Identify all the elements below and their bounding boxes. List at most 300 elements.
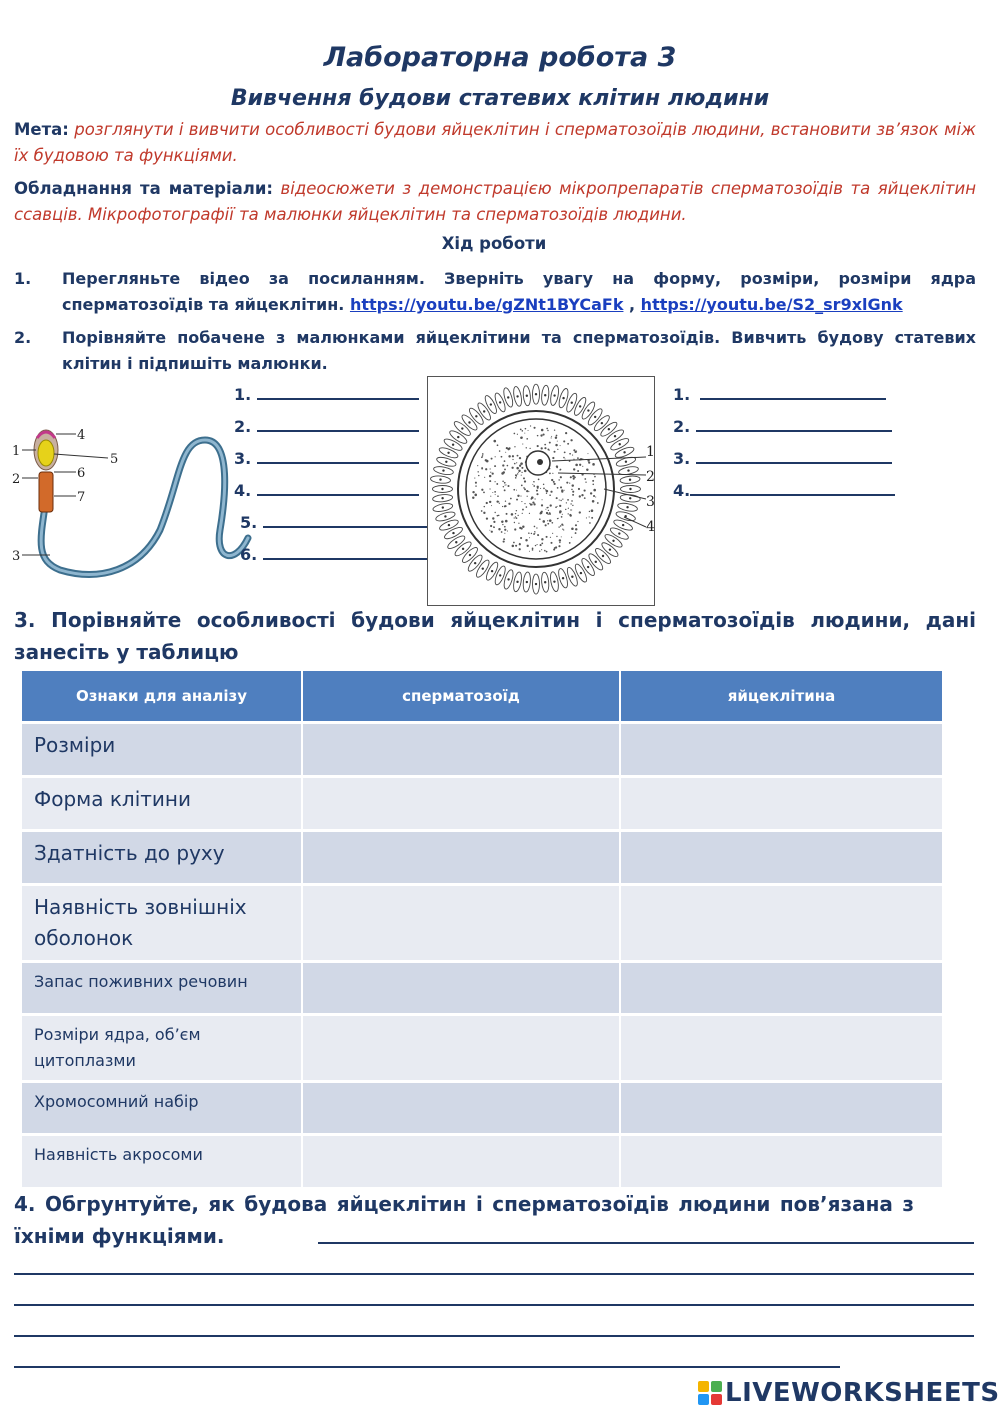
cytoplasm-granule <box>584 478 586 480</box>
answer-line[interactable] <box>257 386 419 400</box>
cytoplasm-granule <box>502 506 503 507</box>
leader-5 <box>54 454 108 458</box>
corona-cell-nucleus <box>516 581 518 583</box>
cytoplasm-granule <box>515 545 517 547</box>
cytoplasm-granule <box>569 483 570 484</box>
sperm-answer-5[interactable] <box>240 513 427 532</box>
cytoplasm-granule <box>521 501 522 502</box>
corona-cell-nucleus <box>626 506 628 508</box>
cytoplasm-granule <box>581 494 583 496</box>
sperm-answer-num: 5. <box>240 513 258 532</box>
table-row <box>22 1134 943 1187</box>
egg-answer-2[interactable] <box>673 417 892 436</box>
sperm-cell[interactable] <box>302 830 620 884</box>
cytoplasm-granule <box>572 454 573 455</box>
cytoplasm-granule <box>511 513 514 516</box>
cytoplasm-granule <box>489 488 490 489</box>
answer-line[interactable] <box>263 514 427 528</box>
cytoplasm-granule <box>592 463 595 466</box>
step-1-text: Перегляньте відео за посиланням. Зверніть увагу на форму, розміри, розміри ядра сперматозоїдів та яйцеклітин. <box>62 269 976 314</box>
corona-cell-nucleus <box>544 394 546 396</box>
sperm-answer-num: 2. <box>234 417 252 436</box>
corona-cell-nucleus <box>444 515 446 517</box>
cytoplasm-granule <box>504 526 506 528</box>
cytoplasm-granule <box>541 429 544 432</box>
cytoplasm-granule <box>490 468 491 469</box>
answer-line[interactable] <box>257 450 419 464</box>
cytoplasm-granule <box>530 498 532 500</box>
cytoplasm-granule <box>494 491 496 493</box>
corona-cell-nucleus <box>474 562 476 564</box>
corona-cell-nucleus <box>491 570 493 572</box>
answer-line[interactable] <box>690 482 895 496</box>
cytoplasm-granule <box>551 479 553 481</box>
cytoplasm-granule <box>481 456 483 458</box>
table-header-row <box>22 671 943 722</box>
step-2-number: 2. <box>14 328 32 347</box>
cytoplasm-granule <box>512 459 513 460</box>
sperm-num-3: 3 <box>12 549 21 564</box>
cytoplasm-granule <box>528 532 530 534</box>
cytoplasm-granule <box>495 494 496 495</box>
logo-square <box>711 1381 722 1392</box>
cytoplasm-granule <box>557 518 558 519</box>
egg-cell[interactable] <box>620 884 943 961</box>
cytoplasm-granule <box>525 539 527 541</box>
cytoplasm-granule <box>592 484 594 486</box>
cytoplasm-granule <box>494 440 496 442</box>
cytoplasm-granule <box>554 429 555 430</box>
cytoplasm-granule <box>516 475 517 476</box>
cytoplasm-granule <box>591 509 594 512</box>
corona-cell-nucleus <box>587 409 589 411</box>
cytoplasm-granule <box>514 446 515 447</box>
table-row <box>22 830 943 884</box>
cytoplasm-granule <box>577 470 579 472</box>
sperm-answer-1[interactable] <box>234 385 419 404</box>
cytoplasm-granule <box>496 500 498 502</box>
answer-line[interactable] <box>696 418 892 432</box>
cytoplasm-granule <box>540 513 542 515</box>
cytoplasm-granule <box>575 524 577 526</box>
cytoplasm-granule <box>570 476 572 478</box>
cytoplasm-granule <box>521 484 523 486</box>
corona-cell-nucleus <box>462 548 464 550</box>
sperm-cell[interactable] <box>302 1014 620 1081</box>
corona-cell-nucleus <box>499 574 501 576</box>
cytoplasm-granule <box>505 484 506 485</box>
cytoplasm-granule <box>546 428 548 430</box>
cytoplasm-granule <box>504 529 506 531</box>
sperm-cell[interactable] <box>302 722 620 776</box>
cytoplasm-granule <box>572 484 574 486</box>
cytoplasm-granule <box>570 515 572 517</box>
cytoplasm-granule <box>575 464 578 467</box>
cytoplasm-granule <box>560 486 562 488</box>
cytoplasm-granule <box>541 447 543 449</box>
answer-line[interactable] <box>696 450 892 464</box>
header-features: Ознаки для аналізу <box>22 671 302 722</box>
sperm-num-1: 1 <box>12 444 21 459</box>
cytoplasm-granule <box>577 521 578 522</box>
answer-line[interactable] <box>257 418 419 432</box>
corona-cell-nucleus <box>490 403 492 405</box>
cytoplasm-granule <box>584 497 586 499</box>
cytoplasm-granule <box>537 435 539 437</box>
cytoplasm-granule <box>504 485 505 486</box>
cytoplasm-granule <box>486 518 488 520</box>
cytoplasm-granule <box>541 543 543 545</box>
cytoplasm-granule <box>498 515 500 517</box>
sperm-cell[interactable] <box>302 1081 620 1134</box>
cytoplasm-granule <box>554 483 556 485</box>
cytoplasm-granule <box>560 445 561 446</box>
egg-num-1: 1 <box>646 444 655 460</box>
cytoplasm-granule <box>520 537 522 539</box>
cytoplasm-granule <box>497 495 499 497</box>
sperm-answer-2[interactable] <box>234 417 419 436</box>
cytoplasm-granule <box>562 498 563 499</box>
egg-num-2: 2 <box>646 469 655 485</box>
cytoplasm-granule <box>552 473 553 474</box>
corona-cell-nucleus <box>571 576 573 578</box>
cytoplasm-granule <box>474 494 477 497</box>
cytoplasm-granule <box>557 441 558 442</box>
procedure-heading: Хід роботи <box>441 234 547 253</box>
cytoplasm-granule <box>507 448 509 450</box>
video-link-1[interactable]: https://youtu.be/gZNt1BYCaFk <box>349 295 624 314</box>
cytoplasm-granule <box>567 443 569 445</box>
answer-line[interactable] <box>257 482 419 496</box>
cytoplasm-granule <box>477 471 478 472</box>
cytoplasm-granule <box>575 528 577 530</box>
liveworksheets-logo[interactable] <box>698 1378 1000 1408</box>
cytoplasm-granule <box>569 542 571 544</box>
corona-cell-nucleus <box>614 435 616 437</box>
cytoplasm-granule <box>517 495 519 497</box>
cytoplasm-granule <box>549 494 551 496</box>
corona-cell-nucleus <box>442 469 444 471</box>
corona-cell-nucleus <box>461 427 463 429</box>
egg-cell[interactable] <box>620 776 943 830</box>
cytoplasm-granule <box>569 453 571 455</box>
cytoplasm-granule <box>536 527 537 528</box>
egg-illustration-frame <box>427 376 655 606</box>
sperm-num-7: 7 <box>77 490 86 505</box>
cytoplasm-granule <box>562 524 563 525</box>
row-label: Наявність акросоми <box>22 1134 302 1187</box>
cytoplasm-granule <box>541 504 543 506</box>
corona-cell-nucleus <box>439 478 441 480</box>
sperm-answer-4[interactable] <box>234 481 419 500</box>
cytoplasm-granule <box>491 458 493 460</box>
corona-cell-nucleus <box>526 581 528 583</box>
egg-cell[interactable] <box>620 961 943 1014</box>
answer-line[interactable] <box>14 1366 840 1368</box>
cytoplasm-granule <box>543 488 545 490</box>
step-2-text: Порівняйте побачене з малюнками яйцеклітини та сперматозоїдів. Вивчить будову статевих клітин і підпишіть малюнки. <box>62 328 976 373</box>
egg-cell[interactable] <box>620 1081 943 1134</box>
cytoplasm-granule <box>563 440 565 442</box>
corona-cell-nucleus <box>622 524 624 526</box>
section-4-heading: 4. Обгрунтуйте, як будова яйцеклітин і сперматозоїдів людини пов’язана з їхніми функціями. <box>14 1192 914 1248</box>
cytoplasm-granule <box>549 472 551 474</box>
cytoplasm-granule <box>546 493 547 494</box>
cytoplasm-granule <box>507 485 509 487</box>
cytoplasm-granule <box>529 551 530 552</box>
page-subtitle: Вивчення будови статевих клітин людини <box>230 86 770 111</box>
cytoplasm-granule <box>505 520 508 523</box>
answer-line[interactable] <box>14 1304 974 1306</box>
cytoplasm-granule <box>579 495 581 497</box>
cytoplasm-granule <box>547 430 548 431</box>
sperm-num-4: 4 <box>77 428 86 443</box>
cytoplasm-granule <box>515 477 517 479</box>
cytoplasm-granule <box>563 529 564 530</box>
cytoplasm-granule <box>537 487 539 489</box>
cytoplasm-granule <box>594 476 596 478</box>
corona-cell-nucleus <box>475 415 477 417</box>
cytoplasm-granule <box>555 506 557 508</box>
cytoplasm-granule <box>557 506 558 507</box>
cytoplasm-granule <box>504 533 505 534</box>
corona-cell-nucleus <box>455 541 457 543</box>
cytoplasm-granule <box>512 545 515 548</box>
cytoplasm-granule <box>481 489 483 491</box>
cytoplasm-granule <box>561 489 563 491</box>
equipment-label: Обладнання та матеріали: <box>14 179 274 198</box>
cytoplasm-granule <box>520 462 523 465</box>
cytoplasm-granule <box>572 491 574 493</box>
corona-cell-nucleus <box>553 394 555 396</box>
cytoplasm-granule <box>530 425 531 426</box>
cytoplasm-granule <box>516 462 517 463</box>
cytoplasm-granule <box>528 430 529 431</box>
cytoplasm-granule <box>546 551 548 553</box>
logo-square <box>711 1394 722 1405</box>
cytoplasm-granule <box>543 520 546 523</box>
cytoplasm-granule <box>524 488 526 490</box>
step-1 <box>14 266 976 318</box>
cytoplasm-granule <box>494 465 496 467</box>
header-sperm: сперматозоїд <box>302 671 620 722</box>
cytoplasm-granule <box>557 449 558 450</box>
cytoplasm-granule <box>537 534 538 535</box>
cytoplasm-granule <box>556 467 558 469</box>
cytoplasm-granule <box>522 443 523 444</box>
equipment-text: відеосюжети з демонстрацією мікропрепаратів сперматозоїдів та яйцеклітин ссавців. Мікрофотографії та малюнки яйцеклітин та сперматозоїдів людини. <box>14 179 976 224</box>
cytoplasm-granule <box>532 548 534 550</box>
cytoplasm-granule <box>557 487 559 489</box>
cytoplasm-granule <box>559 512 561 514</box>
goal-label: Мета: <box>14 120 69 139</box>
corona-cell-nucleus <box>553 580 555 582</box>
cytoplasm-granule <box>565 509 566 510</box>
cytoplasm-granule <box>560 469 562 471</box>
cytoplasm-granule <box>592 500 595 503</box>
cytoplasm-granule <box>534 498 535 499</box>
cytoplasm-granule <box>495 456 496 457</box>
cytoplasm-granule <box>489 501 491 503</box>
cytoplasm-granule <box>570 439 572 441</box>
header-egg: яйцеклітина <box>620 671 943 722</box>
cytoplasm-granule <box>484 477 485 478</box>
cytoplasm-granule <box>508 503 510 505</box>
corona-cell-nucleus <box>469 554 471 556</box>
cytoplasm-granule <box>494 512 495 513</box>
cytoplasm-granule <box>555 436 557 438</box>
cytoplasm-granule <box>515 513 516 514</box>
cytoplasm-granule <box>518 523 519 524</box>
cytoplasm-granule <box>525 428 527 430</box>
logo-icon <box>698 1381 722 1405</box>
cytoplasm-granule <box>517 434 518 435</box>
page-title: Лабораторна робота 3 <box>323 42 677 73</box>
cytoplasm-granule <box>538 478 540 480</box>
cytoplasm-granule <box>514 528 516 530</box>
cytoplasm-granule <box>547 520 548 521</box>
cytoplasm-granule <box>514 522 515 523</box>
egg-cell[interactable] <box>620 722 943 776</box>
cytoplasm-granule <box>553 549 555 551</box>
corona-cell-nucleus <box>580 572 582 574</box>
cytoplasm-granule <box>551 437 552 438</box>
video-link-2[interactable]: https://youtu.be/S2_sr9xlGnk <box>640 295 903 314</box>
sperm-answer-3[interactable] <box>234 449 419 468</box>
answer-line[interactable] <box>263 546 427 560</box>
cytoplasm-granule <box>508 455 510 457</box>
cytoplasm-granule <box>558 479 559 480</box>
egg-answer-4[interactable] <box>673 481 895 500</box>
sperm-cell[interactable] <box>302 776 620 830</box>
corona-cell-nucleus <box>618 532 620 534</box>
sperm-cell[interactable] <box>302 884 620 961</box>
cytoplasm-granule <box>504 469 506 471</box>
cytoplasm-granule <box>513 489 515 491</box>
corona-cell-nucleus <box>507 578 509 580</box>
cytoplasm-granule <box>547 449 549 451</box>
cytoplasm-granule <box>555 444 557 446</box>
cytoplasm-granule <box>522 513 523 514</box>
cytoplasm-granule <box>499 503 500 504</box>
egg-cell[interactable] <box>620 1134 943 1187</box>
cytoplasm-granule <box>472 497 474 499</box>
cytoplasm-granule <box>551 522 553 524</box>
cytoplasm-granule <box>579 511 581 513</box>
cytoplasm-granule <box>571 500 573 502</box>
corona-cell-nucleus <box>457 436 459 438</box>
sperm-answer-num: 3. <box>234 449 252 468</box>
corona-cell-nucleus <box>602 555 604 557</box>
egg-answer-3[interactable] <box>673 449 892 468</box>
cytoplasm-granule <box>491 505 492 506</box>
answer-line[interactable] <box>14 1273 974 1275</box>
sperm-answer-6[interactable] <box>240 545 427 564</box>
corona-cell-nucleus <box>627 469 629 471</box>
cytoplasm-granule <box>546 512 548 514</box>
cytoplasm-granule <box>516 510 517 511</box>
cytoplasm-granule <box>589 511 590 512</box>
cytoplasm-granule <box>518 470 520 472</box>
step-1-number: 1. <box>14 269 32 288</box>
table-row <box>22 1081 943 1134</box>
cytoplasm-granule <box>520 428 522 430</box>
sperm-midpiece <box>39 472 53 512</box>
corona-cell-nucleus <box>562 397 564 399</box>
egg-cell[interactable] <box>620 1014 943 1081</box>
cytoplasm-granule <box>556 536 557 537</box>
cytoplasm-granule <box>501 456 503 458</box>
cytoplasm-granule <box>514 433 516 435</box>
cytoplasm-granule <box>550 537 551 538</box>
cytoplasm-granule <box>515 516 516 517</box>
table-row <box>22 722 943 776</box>
cytoplasm-granule <box>570 503 571 504</box>
cytoplasm-granule <box>534 526 536 528</box>
cytoplasm-granule <box>583 489 585 491</box>
cytoplasm-granule <box>472 491 474 493</box>
cytoplasm-granule <box>574 451 576 453</box>
cytoplasm-granule <box>579 464 581 466</box>
answer-line[interactable] <box>318 1242 974 1244</box>
cytoplasm-granule <box>519 465 521 467</box>
cytoplasm-granule <box>514 517 515 518</box>
corona-cell-nucleus <box>483 410 485 412</box>
cytoplasm-granule <box>513 542 515 544</box>
cytoplasm-granule <box>595 497 596 498</box>
cytoplasm-granule <box>490 496 491 497</box>
cytoplasm-granule <box>524 503 525 504</box>
sperm-cell[interactable] <box>302 1134 620 1187</box>
table-row <box>22 1014 943 1081</box>
cytoplasm-granule <box>529 537 530 538</box>
cytoplasm-granule <box>490 472 491 473</box>
cytoplasm-granule <box>505 501 506 502</box>
cytoplasm-granule <box>507 530 508 531</box>
egg-nucleolus <box>537 459 543 465</box>
cytoplasm-granule <box>524 480 526 482</box>
cytoplasm-granule <box>533 485 535 487</box>
cytoplasm-granule <box>592 480 594 482</box>
answer-line[interactable] <box>700 386 886 400</box>
cytoplasm-granule <box>485 459 487 461</box>
corona-cell-nucleus <box>544 581 546 583</box>
goal-text: розглянути і вивчити особливості будови яйцеклітин і сперматозоїдів людини, встановити зв’язок між їх будовою та функціями. <box>14 120 976 165</box>
answer-line[interactable] <box>14 1335 974 1337</box>
corona-cell-nucleus <box>562 577 564 579</box>
cytoplasm-granule <box>503 538 505 540</box>
cytoplasm-granule <box>492 473 494 475</box>
cytoplasm-granule <box>559 539 561 541</box>
cytoplasm-granule <box>546 507 548 509</box>
egg-cell[interactable] <box>620 830 943 884</box>
cytoplasm-granule <box>506 513 508 515</box>
cytoplasm-granule <box>492 517 494 519</box>
cytoplasm-granule <box>520 436 523 439</box>
cytoplasm-granule <box>571 527 574 530</box>
egg-answer-1[interactable] <box>673 385 886 404</box>
cytoplasm-granule <box>541 499 542 500</box>
logo-square <box>698 1381 709 1392</box>
sperm-answer-num: 6. <box>240 545 258 564</box>
cytoplasm-granule <box>518 472 519 473</box>
sperm-cell[interactable] <box>302 961 620 1014</box>
cytoplasm-granule <box>582 466 583 467</box>
cytoplasm-granule <box>528 491 529 492</box>
table-row <box>22 884 943 961</box>
cytoplasm-granule <box>571 509 572 510</box>
section-3-heading: 3. Порівняйте особливості будови яйцеклітин і сперматозоїдів людини, дані занесіть у таблицю <box>14 608 976 664</box>
